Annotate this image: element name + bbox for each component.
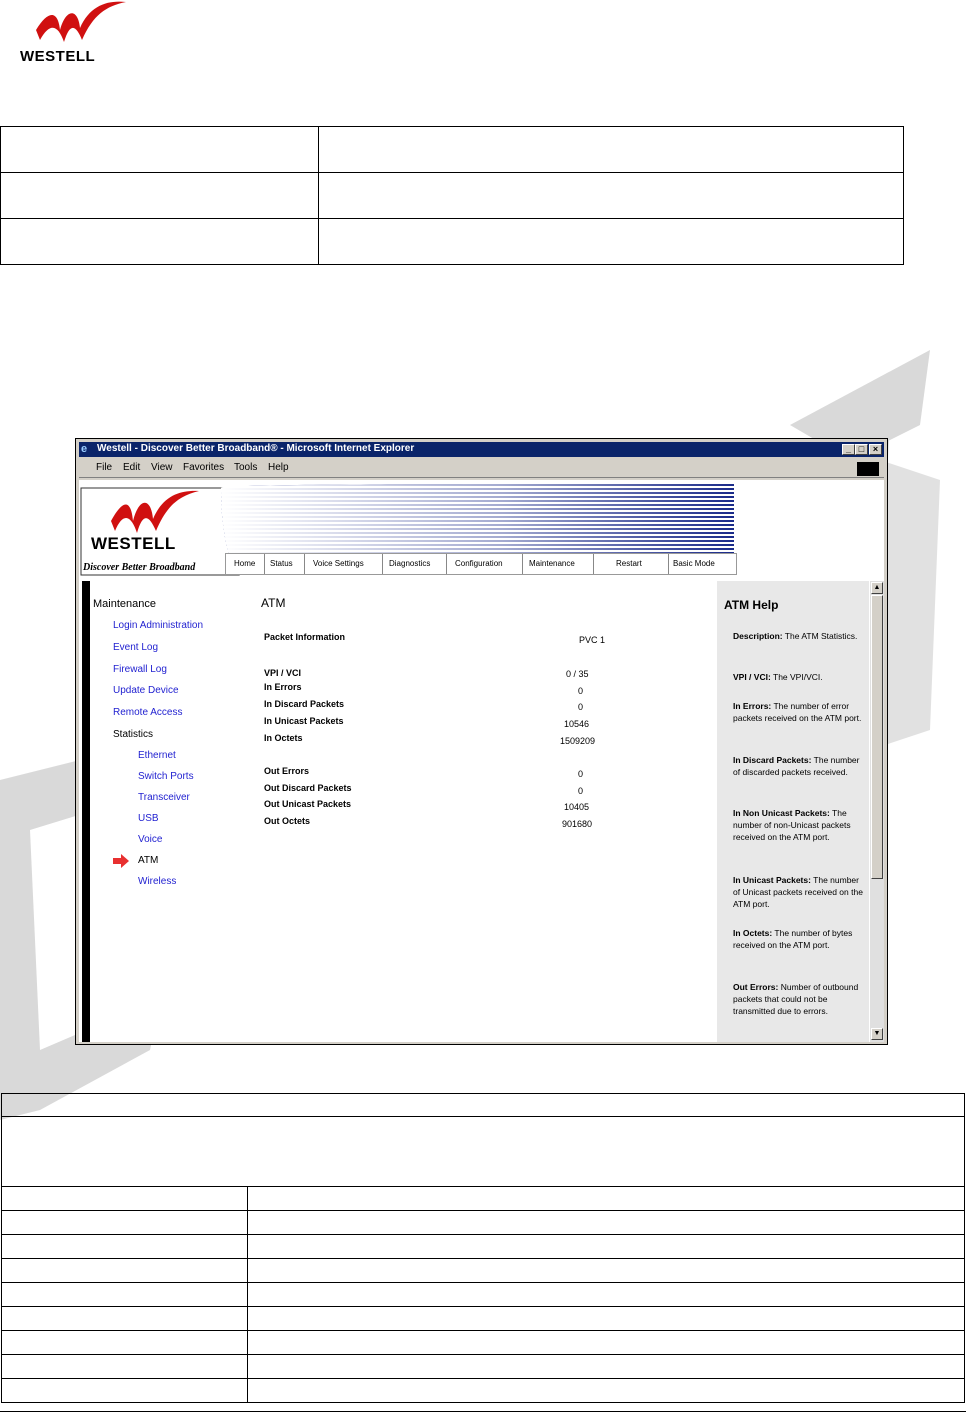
table-cell [248,1259,965,1283]
scroll-up-arrow-icon[interactable]: ▲ [871,582,883,594]
stat-label: Out Errors [264,766,310,776]
help-term: Description: [733,631,783,641]
table-cell [319,127,904,173]
help-text: The number of bytes received on the ATM port. [733,928,853,950]
menu-edit[interactable]: Edit [123,462,141,473]
scroll-down-arrow-icon[interactable]: ▼ [871,1028,883,1040]
table-cell [2,1283,248,1307]
menu-bar [79,459,884,478]
table-cell [2,1187,248,1211]
stat-value: 1509209 [560,736,596,746]
help-text: Number of outbound packets that could not be transmitted due to errors. [733,982,859,1016]
packet-information-label: Packet Information [264,632,346,642]
tab-divider [522,554,523,574]
help-text: The ATM Statistics. [782,631,858,641]
table-cell [2,1259,248,1283]
stat-label: Out Octets [264,816,311,826]
table-cell [2,1235,248,1259]
help-term: VPI / VCI: [733,672,771,682]
tab-divider [264,554,265,574]
help-text: The number of Unicast packets received on the ATM port. [733,875,863,909]
scroll-thumb[interactable] [871,595,883,879]
help-entry [733,807,865,843]
stat-label: Out Unicast Packets [264,799,352,809]
menu-view[interactable]: View [151,462,173,473]
stat-value: 10405 [564,802,590,812]
sidebar-item-login-administration[interactable]: Login Administration [113,620,204,631]
westell-header-logo [81,487,221,573]
stat-value: 901680 [562,819,593,829]
table-cell [248,1283,965,1307]
westell-swoosh-icon [81,487,221,537]
help-term: In Discard Packets: [733,755,812,765]
help-text: The number of non-Unicast packets received on the ATM port. [733,808,851,842]
stat-value: 0 [578,786,584,796]
sidebar-subitem-wireless[interactable]: Wireless [138,876,177,887]
help-entry [733,874,865,910]
menu-help[interactable]: Help [268,462,289,473]
logo-wordmark: WESTELL [20,48,96,65]
table-cell [1,173,319,219]
top-table [0,126,904,265]
table-cell [2,1355,248,1379]
pvc-label: PVC 1 [579,635,606,645]
table-cell [248,1211,965,1235]
table-cell [2,1331,248,1355]
tab-basic-mode[interactable]: Basic Mode [673,559,715,568]
menu-favorites[interactable]: Favorites [183,462,225,473]
tab-restart[interactable]: Restart [616,559,642,568]
help-text: The number of error packets received on the ATM port. [733,701,862,723]
stat-label: Out Discard Packets [264,783,352,793]
help-term: In Octets: [733,928,773,938]
stat-value: 0 / 35 [566,669,589,679]
tab-voice-settings[interactable]: Voice Settings [313,559,364,568]
westell-document-logo [18,0,128,70]
tab-status[interactable]: Status [270,559,293,568]
help-entry [733,671,865,683]
help-entry [733,981,865,1017]
page-content [79,480,884,1042]
ie-icon: e [81,443,88,455]
maximize-button[interactable]: □ [855,444,868,455]
sidebar-subitem-ethernet[interactable]: Ethernet [138,750,176,761]
windows-logo-icon: ⚑ [857,462,879,476]
sidebar-subitem-transceiver[interactable]: Transceiver [138,792,190,803]
help-entry [733,700,865,724]
browser-window [75,438,888,1045]
help-entry [733,754,865,778]
help-term: In Unicast Packets: [733,875,811,885]
help-text: The VPI/VCI. [770,672,823,682]
footer-rule [0,1411,966,1412]
stat-value: 0 [578,702,584,712]
tab-home[interactable]: Home [234,559,256,568]
table-cell [2,1211,248,1235]
table-cell [248,1307,965,1331]
help-scrollbar[interactable] [870,581,884,1042]
help-term: In Non Unicast Packets: [733,808,830,818]
active-arrow-icon [113,854,130,868]
title-bar [79,442,884,457]
table-cell [1,127,319,173]
stat-label: In Errors [264,682,302,692]
tab-divider [593,554,594,574]
sidebar-item-remote-access[interactable]: Remote Access [113,707,183,718]
table-cell [248,1379,965,1403]
stat-label: In Octets [264,733,303,743]
table-cell [248,1331,965,1355]
tab-configuration[interactable]: Configuration [455,559,503,568]
help-panel [717,581,869,1042]
sidebar-subitem-voice[interactable]: Voice [138,834,163,845]
minimize-button[interactable]: _ [842,444,855,455]
table-cell [319,173,904,219]
tab-divider [446,554,447,574]
tab-divider [382,554,383,574]
help-term: In Errors: [733,701,772,711]
sidebar-subitem-switch-ports[interactable]: Switch Ports [138,771,194,782]
stat-label: In Unicast Packets [264,716,344,726]
table-cell [248,1355,965,1379]
menu-tools[interactable]: Tools [234,462,258,473]
sidebar-subitem-atm[interactable]: ATM [138,855,159,866]
help-text: The number of discarded packets received. [733,755,860,777]
tab-maintenance[interactable]: Maintenance [529,559,575,568]
left-accent-bar [82,581,90,1042]
logo-wordmark: WESTELL [91,534,176,553]
help-entry [733,630,865,642]
table-cell [2,1307,248,1331]
sidebar-item-event-log[interactable]: Event Log [113,642,159,653]
stat-value: 0 [578,769,584,779]
stat-label: In Discard Packets [264,699,345,709]
table-cell [2,1117,965,1187]
stat-value: 0 [578,686,584,696]
table-cell [319,219,904,265]
slogan: Discover Better Broadband [83,562,196,573]
close-button[interactable]: × [869,444,882,455]
sidebar-item-firewall-log[interactable]: Firewall Log [113,664,167,675]
help-term: Out Errors: [733,982,779,992]
westell-swoosh-icon [18,0,128,50]
help-title: ATM Help [724,598,779,612]
table-cell [248,1187,965,1211]
tab-divider [304,554,305,574]
tab-divider [668,554,669,574]
page-title: ATM [261,596,286,610]
sidebar-section-title: Maintenance [93,598,156,610]
window-title: Westell - Discover Better Broadband® - Microsoft Internet Explorer [97,443,415,454]
menu-file[interactable]: File [96,462,113,473]
table-cell [1,219,319,265]
stat-label: VPI / VCI [264,668,302,678]
main-nav [225,553,737,575]
bottom-table [1,1093,965,1403]
stat-value: 10546 [564,719,590,729]
sidebar-item-statistics[interactable]: Statistics [113,729,154,740]
help-entry [733,927,865,951]
table-cell [248,1235,965,1259]
table-cell [2,1094,965,1117]
sidebar-item-update-device[interactable]: Update Device [113,685,179,696]
tab-diagnostics[interactable]: Diagnostics [389,559,431,568]
table-cell [2,1379,248,1403]
sidebar-subitem-usb[interactable]: USB [138,813,159,824]
